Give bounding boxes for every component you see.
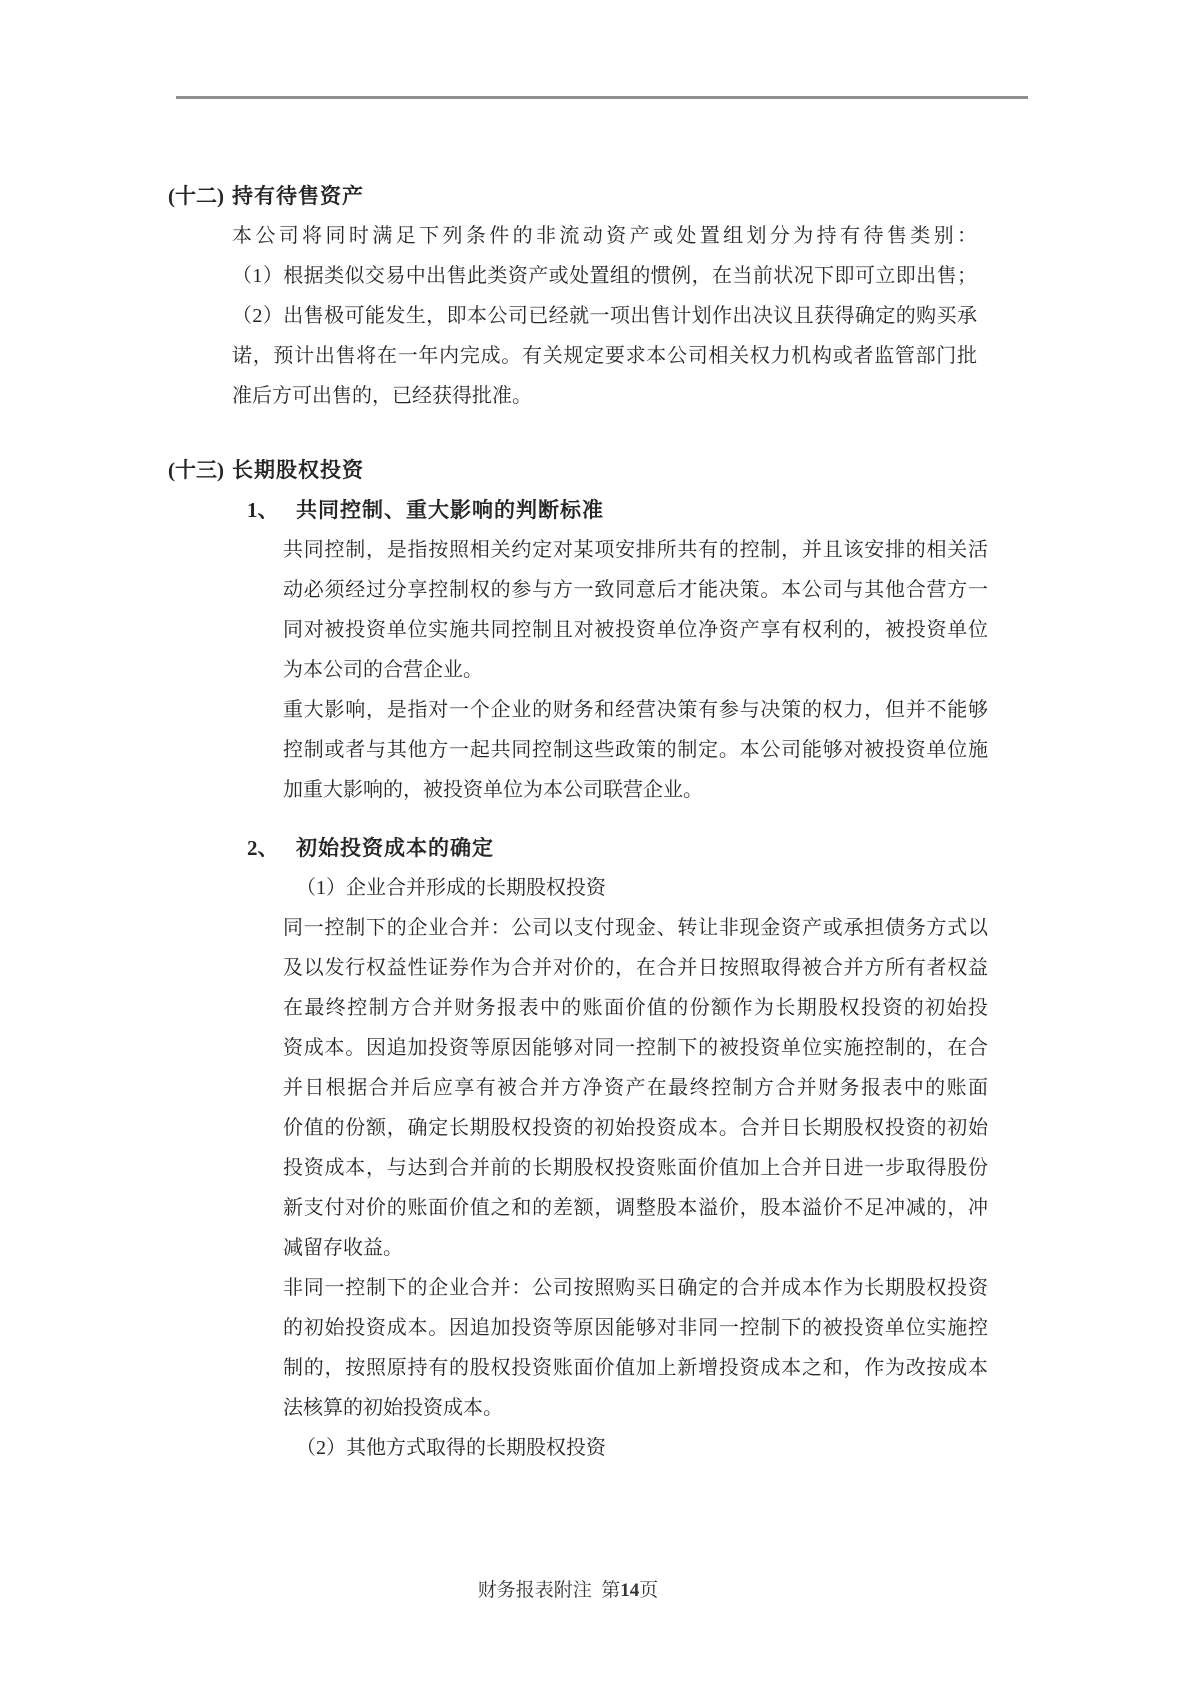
text-line: 同对被投资单位实施共同控制且对被投资单位净资产享有权利的，被投资单位 bbox=[283, 619, 988, 641]
page-footer bbox=[168, 1576, 968, 1606]
text-line: 在最终控制方合并财务报表中的账面价值的份额作为长期股权投资的初始投 bbox=[283, 997, 988, 1019]
text-line: 新支付对价的账面价值之和的差额，调整股本溢价，股本溢价不足冲减的，冲 bbox=[283, 1197, 988, 1219]
footer-page-pre: 第 bbox=[601, 1580, 621, 1601]
text-line: 及以发行权益性证券作为合并对价的，在合并日按照取得被合并方所有者权益 bbox=[283, 957, 988, 979]
section-label: (十二) bbox=[168, 184, 224, 208]
text-line: 为本公司的合营企业。 bbox=[283, 659, 483, 681]
text-line: 同一控制下的企业合并：公司以支付现金、转让非现金资产或承担债务方式以 bbox=[283, 917, 988, 939]
text-line: 诺，预计出售将在一年内完成。有关规定要求本公司相关权力机构或者监管部门批 bbox=[232, 345, 977, 367]
text-line: 控制或者与其他方一起共同控制这些政策的制定。本公司能够对被投资单位施 bbox=[283, 739, 988, 761]
text-line: 减留存收益。 bbox=[283, 1237, 403, 1259]
subsection-1-body bbox=[283, 530, 988, 810]
text-line: （1）企业合并形成的长期股权投资 bbox=[296, 877, 606, 899]
subsection-title: 初始投资成本的确定 bbox=[296, 836, 494, 860]
text-line: 价值的份额，确定长期股权投资的初始投资成本。合并日长期股权投资的初始 bbox=[283, 1117, 988, 1139]
text-line: 资成本。因追加投资等原因能够对同一控制下的被投资单位实施控制的，在合 bbox=[283, 1037, 988, 1059]
subsection-2-heading bbox=[168, 828, 1048, 868]
footer-page-post: 页 bbox=[639, 1580, 659, 1601]
footer-text: 财务报表附注 bbox=[477, 1580, 592, 1601]
text-line: 投资成本，与达到合并前的长期股权投资账面价值加上合并日进一步取得股份 bbox=[283, 1157, 988, 1179]
subsection-number: 2、 bbox=[247, 836, 279, 860]
section-12-heading bbox=[168, 176, 1048, 216]
section-title: 持有待售资产 bbox=[232, 184, 364, 208]
text-line: 动必须经过分享控制权的参与方一致同意后才能决策。本公司与其他合营方一 bbox=[283, 579, 988, 601]
text-line: （2）出售极可能发生，即本公司已经就一项出售计划作出决议且获得确定的购买承 bbox=[232, 305, 977, 327]
header-divider bbox=[176, 96, 1028, 99]
text-line: 加重大影响的，被投资单位为本公司联营企业。 bbox=[283, 779, 703, 801]
footer-page-number: 14 bbox=[620, 1580, 640, 1601]
section-13-heading bbox=[168, 450, 1048, 490]
page-content bbox=[168, 176, 1048, 1468]
text-line: （2）其他方式取得的长期股权投资 bbox=[296, 1437, 606, 1459]
text-line: 共同控制，是指按照相关约定对某项安排所共有的控制，并且该安排的相关活 bbox=[283, 539, 988, 561]
text-line: 并日根据合并后应享有被合并方净资产在最终控制方合并财务报表中的账面 bbox=[283, 1077, 988, 1099]
section-12-body bbox=[232, 216, 977, 416]
subsection-title: 共同控制、重大影响的判断标准 bbox=[296, 498, 604, 522]
text-line: 重大影响，是指对一个企业的财务和经营决策有参与决策的权力，但并不能够 bbox=[283, 699, 988, 721]
section-label: (十三) bbox=[168, 458, 224, 482]
text-line: 非同一控制下的企业合并：公司按照购买日确定的合并成本作为长期股权投资 bbox=[283, 1277, 988, 1299]
subsection-2-body bbox=[283, 868, 988, 1468]
text-line: 准后方可出售的，已经获得批准。 bbox=[232, 385, 532, 407]
text-line: 本公司将同时满足下列条件的非流动资产或处置组划分为持有待售类别： bbox=[232, 225, 977, 247]
text-line: 法核算的初始投资成本。 bbox=[283, 1397, 503, 1419]
section-title: 长期股权投资 bbox=[232, 458, 364, 482]
text-line: 的初始投资成本。因追加投资等原因能够对非同一控制下的被投资单位实施控 bbox=[283, 1317, 988, 1339]
subsection-1-heading bbox=[168, 490, 1048, 530]
text-line: （1）根据类似交易中出售此类资产或处置组的惯例，在当前状况下即可立即出售； bbox=[232, 265, 977, 287]
subsection-number: 1、 bbox=[247, 498, 279, 522]
text-line: 制的，按照原持有的股权投资账面价值加上新增投资成本之和，作为改按成本 bbox=[283, 1357, 988, 1379]
